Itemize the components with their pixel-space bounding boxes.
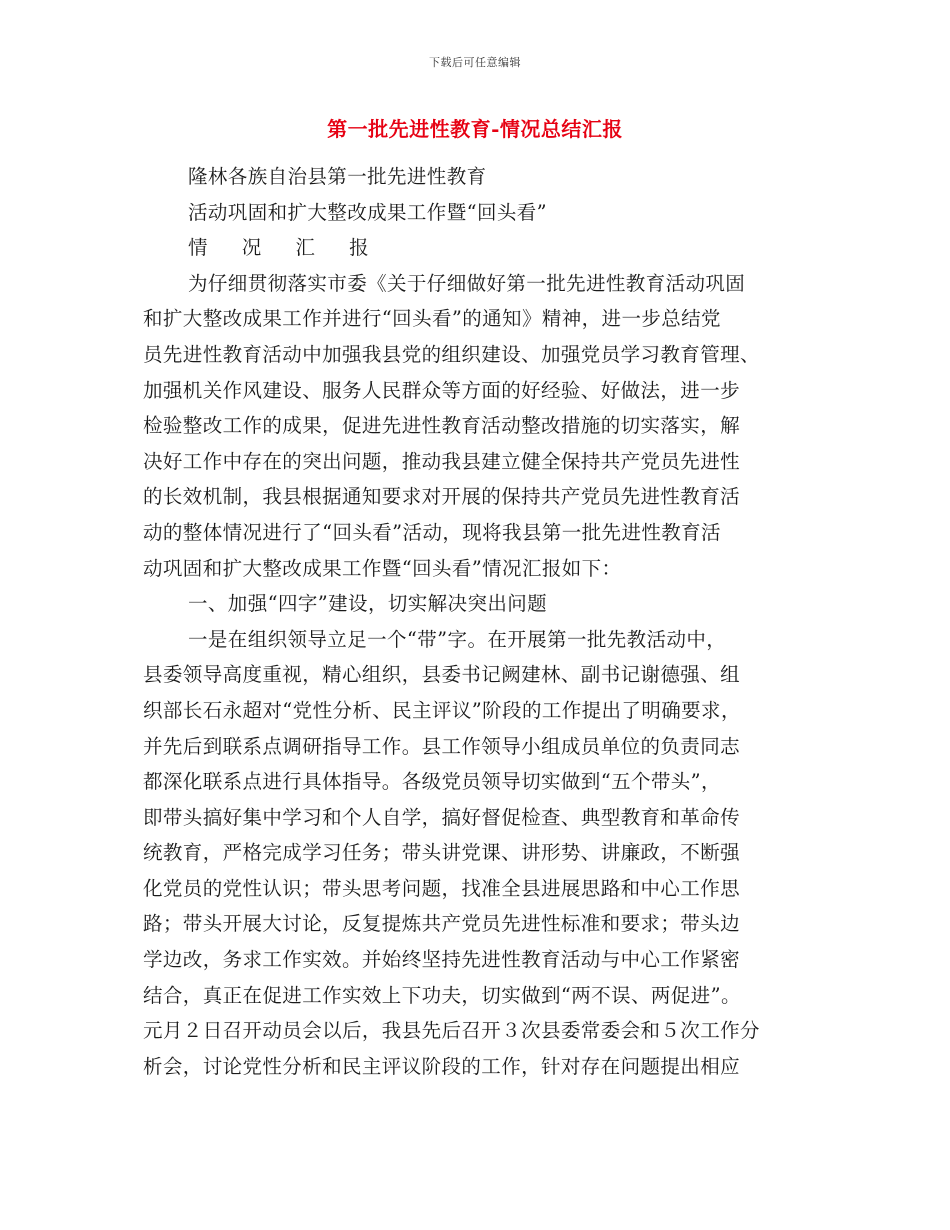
paragraph-line: 加强机关作风建设、服务人民群众等方面的好经验、好做法，进一步: [143, 378, 741, 402]
paragraph-line: 的长效机制，我县根据通知要求对开展的保持共产党员先进性教育活: [143, 485, 741, 509]
paragraph-line: 决好工作中存在的突出问题，推动我县建立健全保持共产党员先进性: [143, 449, 741, 473]
paragraph-line: 动巩固和扩大整改成果工作暨“回头看”情况汇报如下：: [143, 556, 622, 580]
header-note: 下载后可任意编辑: [429, 56, 521, 69]
paragraph-line: 元月２日召开动员会以后，我县先后召开３次县委常委会和５次工作分: [143, 1019, 760, 1043]
subtitle-line: 活动巩固和扩大整改成果工作暨“回头看”: [188, 200, 548, 224]
subtitle-line: 隆林各族自治县第一批先进性教育: [188, 165, 487, 188]
paragraph-line: 县委领导高度重视，精心组织，县委书记阙建林、副书记谢德强、组: [143, 663, 741, 687]
paragraph-line: 动的整体情况进行了“回头看”活动，现将我县第一批先进性教育活: [143, 520, 721, 544]
paragraph-line: 即带头搞好集中学习和个人自学，搞好督促检查、典型教育和革命传: [143, 805, 741, 829]
paragraph-line: 员先进性教育活动中加强我县党的组织建设、加强党员学习教育管理、: [143, 342, 760, 366]
paragraph-line: 路；带头开展大讨论，反复提炼共产党员先进性标准和要求；带头边: [143, 912, 741, 936]
document-body: [143, 159, 815, 1084]
paragraph-line: 检验整改工作的成果，促进先进性教育活动整改措施的切实落实，解: [143, 414, 741, 438]
paragraph-line: 为仔细贯彻落实市委《关于仔细做好第一批先进性教育活动巩固: [188, 271, 746, 295]
paragraph-line: 化党员的党性认识；带头思考问题，找准全县进展思路和中心工作思: [143, 876, 741, 900]
paragraph-line: 学边改，务求工作实效。并始终坚持先进性教育活动与中心工作紧密: [143, 948, 741, 972]
paragraph-line: 都深化联系点进行具体指导。各级党员领导切实做到“五个带头”，: [143, 770, 721, 794]
paragraph-line: 结合，真正在促进工作实效上下功夫，切实做到“两不误、两促进”。: [143, 983, 741, 1007]
paragraph-line: 析会，讨论党性分析和民主评议阶段的工作，针对存在问题提出相应: [143, 1054, 741, 1078]
subtitle-line: 情 况 汇 报: [188, 236, 383, 260]
paragraph-line: 一是在组织领导立足一个“带”字。在开展第一批先教活动中，: [188, 627, 727, 651]
paragraph-line: 和扩大整改成果工作并进行“回头看”的通知》精神，进一步总结党: [143, 307, 721, 331]
paragraph-line: 并先后到联系点调研指导工作。县工作领导小组成员单位的负责同志: [143, 734, 741, 758]
paragraph-line: 统教育，严格完成学习任务；带头讲党课、讲形势、讲廉政，不断强: [143, 841, 741, 865]
section-heading: 一、加强“四字”建设，切实解决突出问题: [188, 592, 548, 616]
document-title: 第一批先进性教育-情况总结汇报: [327, 117, 623, 141]
paragraph-line: 织部长石永超对“党性分析、民主评议”阶段的工作提出了明确要求，: [143, 698, 741, 722]
